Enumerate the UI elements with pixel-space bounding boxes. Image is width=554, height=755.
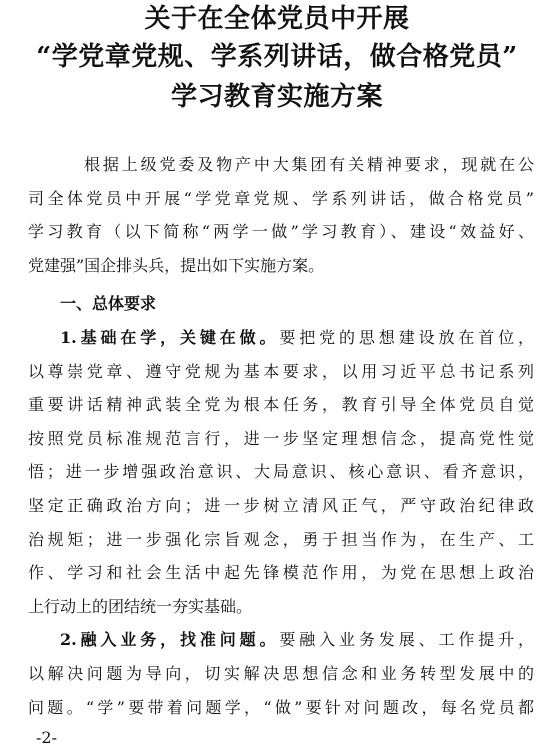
item-1-paragraph	[28, 321, 534, 623]
paragraph-line: 根据上级党委及物产中大集团有关精神要求，现就在公	[84, 155, 534, 174]
paragraph-line: 上行动上的团结统一夯实基础。	[28, 596, 253, 616]
paragraph-line: 问题。“学”要带着问题学，“做”要针对问题改，每名党员都	[28, 697, 534, 717]
paragraph-line	[28, 623, 534, 657]
paragraph-line: 按照党员标准规范言行，进一步坚定理想信念，提高党性觉	[28, 428, 534, 448]
paragraph-line: 作、学习和社会生活中起先锋模范作用，为党在思想上政治	[28, 563, 534, 583]
document-body	[28, 148, 534, 724]
paragraph-line: 司全体党员中开展“学党章党规、学系列讲话，做合格党员”	[28, 188, 534, 208]
section-heading: 一、总体要求	[60, 294, 157, 314]
item-2-text: 要融入业务发展、工作提升，	[279, 630, 534, 650]
paragraph-line: 以解决问题为导向，切实解决思想信念和业务转型发展中的	[28, 663, 534, 683]
paragraph-line: 学习教育（以下简称“两学一做”学习教育）、建设“效益好、	[28, 222, 534, 242]
title-line-3: 学习教育实施方案	[170, 82, 383, 112]
paragraph-line: 悟；进一步增强政治意识、大局意识、核心意识、看齐意识，	[28, 462, 534, 482]
paragraph-line: 重要讲话精神武装全党为根本任务，教育引导全体党员自觉	[28, 395, 534, 415]
intro-paragraph	[28, 148, 534, 282]
title-line-2: “学党章党规、学系列讲话，做合格党员”	[36, 42, 518, 72]
paragraph-line: 治规矩；进一步强化宗旨观念，勇于担当作为，在生产、工	[28, 529, 534, 549]
page-number: -2-	[36, 728, 57, 747]
paragraph-line: 以尊崇党章、遵守党规为基本要求，以用习近平总书记系列	[28, 361, 534, 381]
paragraph-line: 坚定正确政治方向；进一步树立清风正气，严守政治纪律政	[28, 495, 534, 515]
paragraph-line	[28, 321, 534, 355]
item-1-text: 要把党的思想建设放在首位，	[279, 327, 534, 347]
item-1-lead: 1.基础在学，关键在做。	[60, 327, 280, 347]
item-2-paragraph	[28, 623, 534, 724]
title-line-1: 关于在全体党员中开展	[144, 4, 410, 34]
item-2-lead: 2.融入业务，找准问题。	[60, 630, 280, 650]
paragraph-line: 党建强”国企排头兵，提出如下实施方案。	[28, 255, 325, 275]
